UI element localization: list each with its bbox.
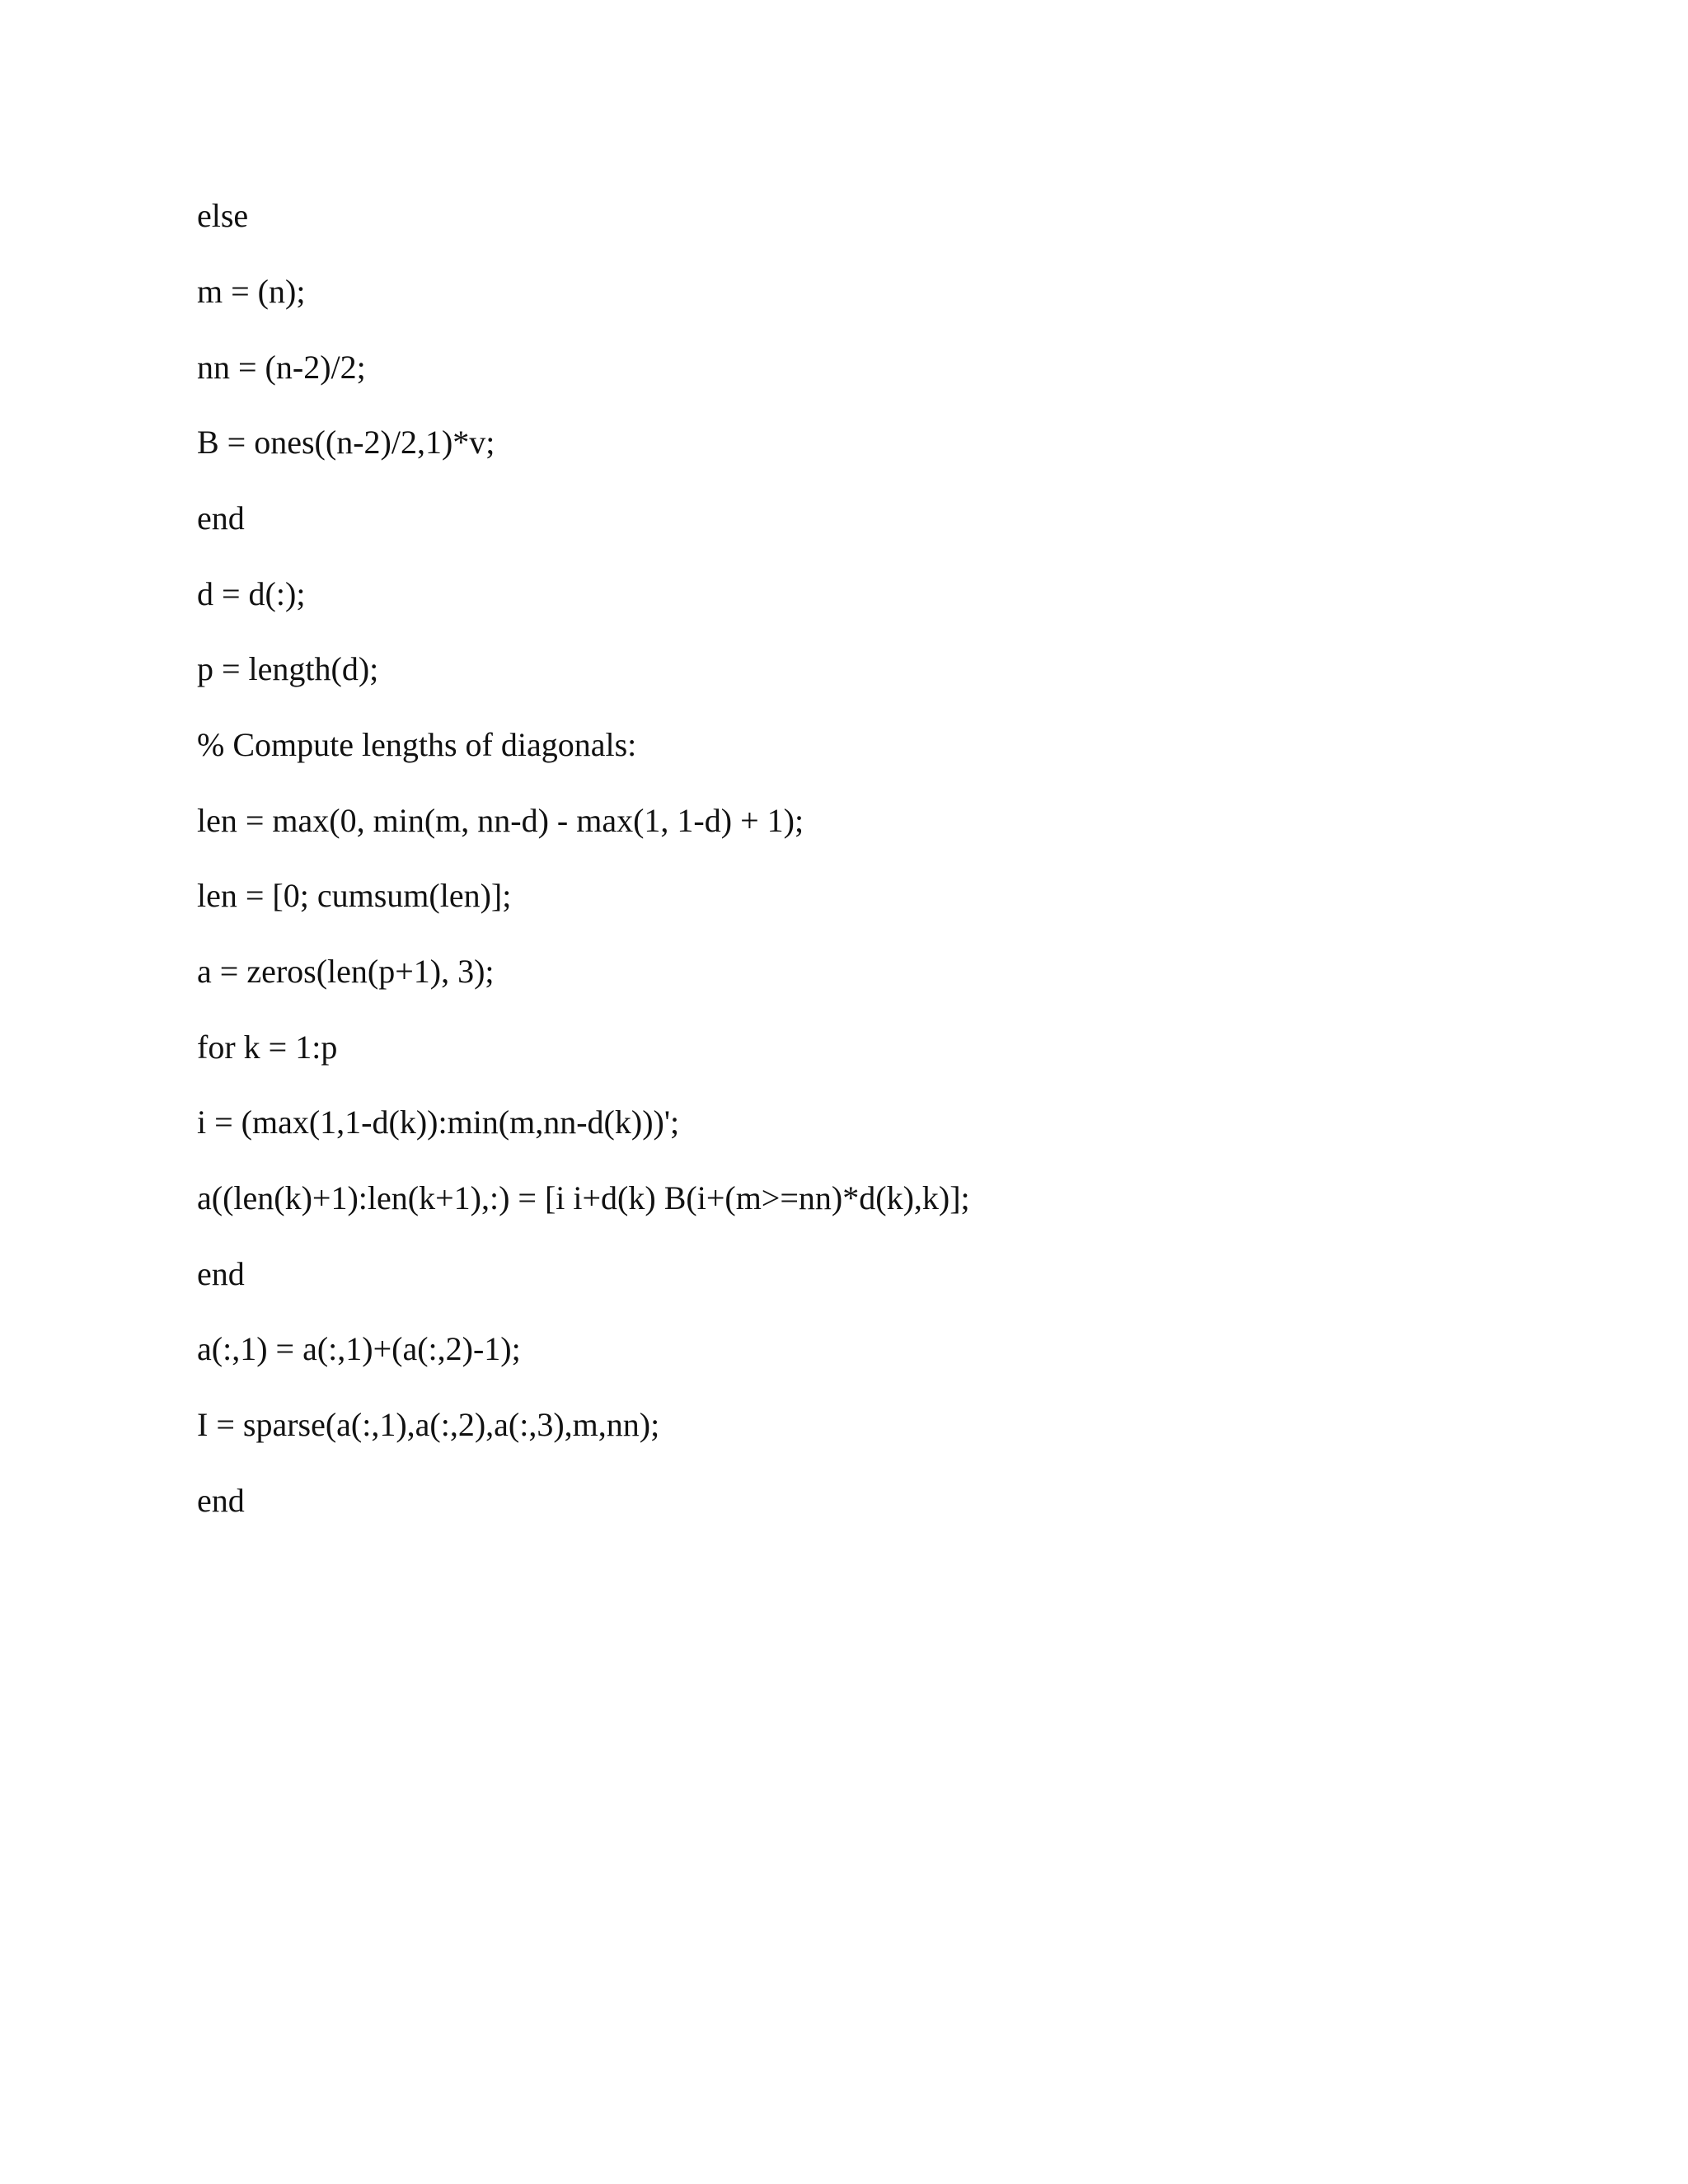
code-line: d = d(:); [197, 575, 306, 612]
code-line: i = (max(1,1-d(k)):min(m,nn-d(k)))'; [197, 1104, 680, 1141]
code-line: len = [0; cumsum(len)]; [197, 877, 512, 914]
code-line: else [197, 197, 249, 234]
code-line: I = sparse(a(:,1),a(:,2),a(:,3),m,nn); [197, 1406, 660, 1443]
code-line: a((len(k)+1):len(k+1),:) = [i i+d(k) B(i+(m>=nn)*d(k),k)]; [197, 1179, 970, 1216]
code-line: p = length(d); [197, 650, 379, 687]
code-line: nn = (n-2)/2; [197, 349, 366, 386]
code-line: for k = 1:p [197, 1029, 338, 1066]
code-line: m = (n); [197, 273, 306, 310]
code-line: end [197, 1482, 245, 1519]
code-line: end [197, 499, 245, 537]
code-line: a(:,1) = a(:,1)+(a(:,2)-1); [197, 1330, 521, 1367]
code-line: a = zeros(len(p+1), 3); [197, 953, 495, 990]
code-comment-line: % Compute lengths of diagonals: [197, 726, 637, 763]
code-line: len = max(0, min(m, nn-d) - max(1, 1-d) + 1); [197, 802, 804, 839]
code-line: end [197, 1255, 245, 1292]
code-line: B = ones((n-2)/2,1)*v; [197, 424, 495, 461]
